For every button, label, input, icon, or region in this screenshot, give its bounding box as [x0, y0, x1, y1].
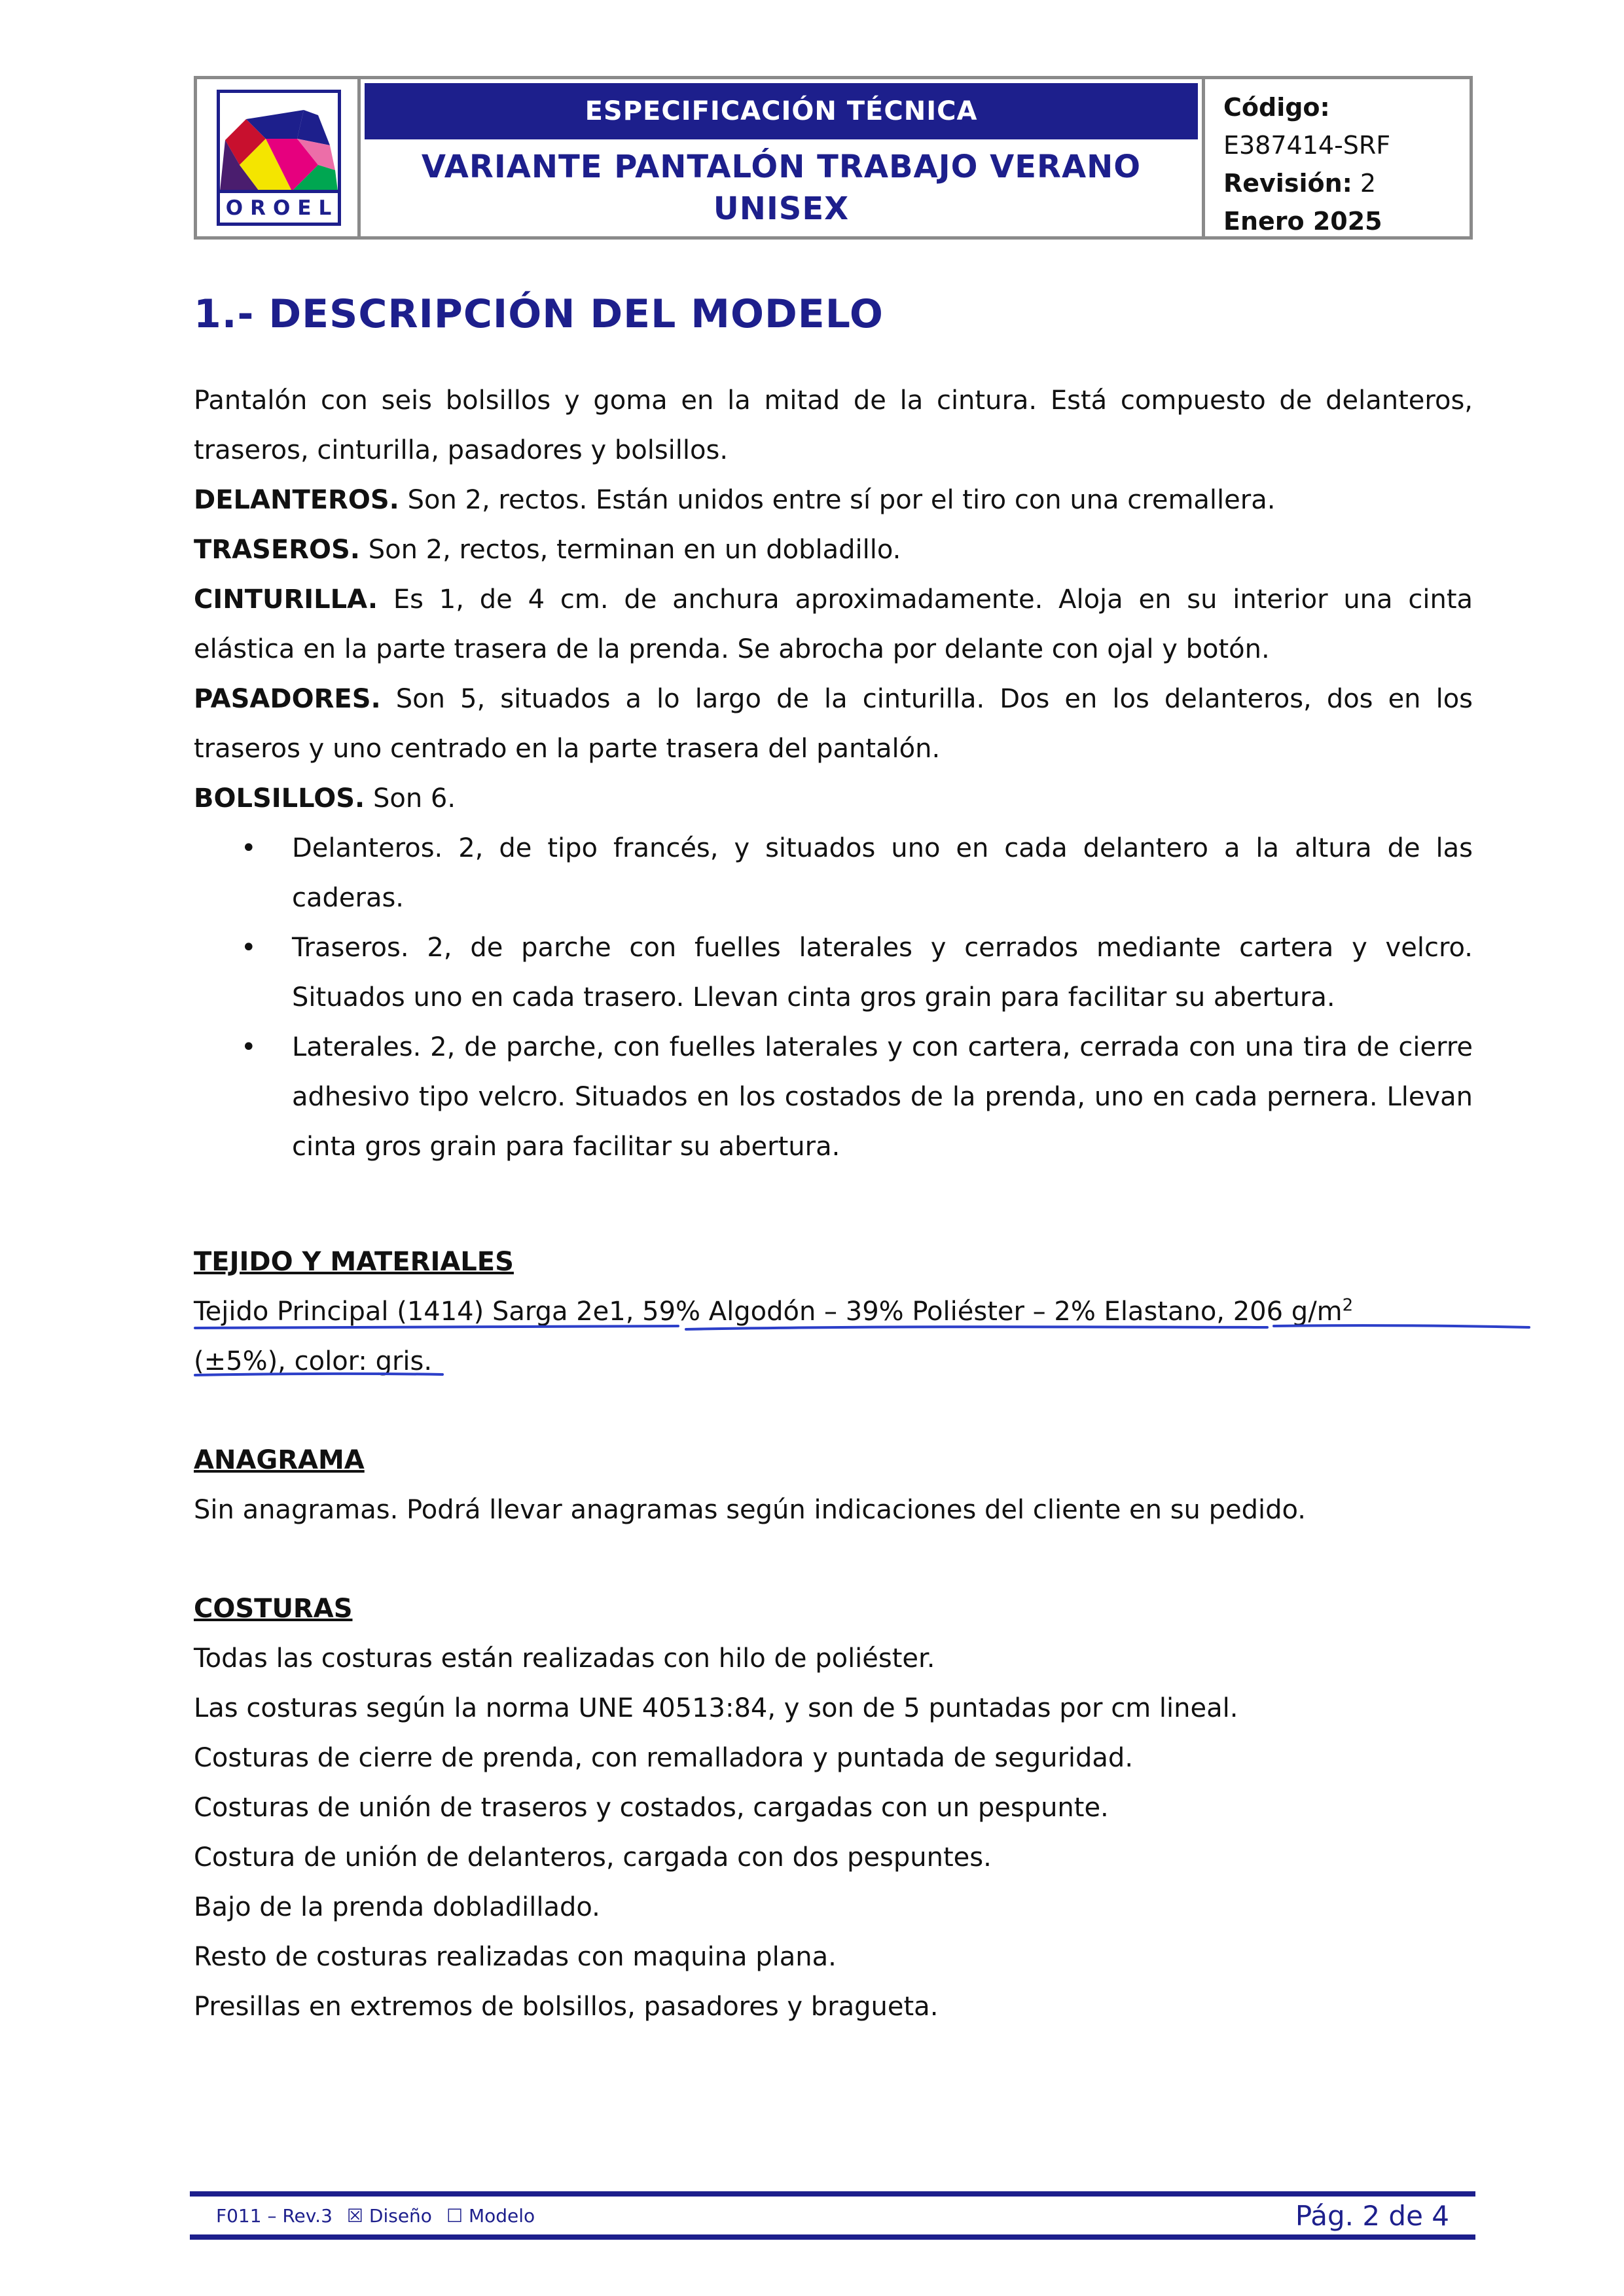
form-code: F011 – Rev.3 — [216, 2204, 333, 2227]
revision-label: Revisión: — [1223, 169, 1352, 198]
part-text: Es 1, de 4 cm. de anchura aproximadamente. Aloja en su interior una cinta elástica en la parte trasera de la prenda. Se abrocha por delante con ojal y botón. — [194, 584, 1473, 664]
document-body — [194, 281, 1473, 2032]
oroel-logo — [217, 90, 341, 226]
materials-block — [194, 1287, 1473, 1386]
list-item — [241, 1022, 1473, 1172]
document-title — [361, 139, 1202, 236]
anagrama-text: Sin anagramas. Podrá llevar anagramas según indicaciones del cliente en su pedido. — [194, 1495, 1307, 1525]
costuras-line: Costuras de cierre de prenda, con remalladora y puntada de seguridad. — [194, 1743, 1134, 1773]
footer-form-info — [190, 2205, 535, 2227]
pocket-text: Delanteros. 2, de tipo francés, y situados uno en cada delantero a la altura de las caderas. — [292, 833, 1473, 913]
part-text: Son 2, rectos. Están unidos entre sí por el tiro con una cremallera. — [407, 485, 1276, 515]
pocket-list — [194, 823, 1473, 1172]
costuras-line: Costura de unión de delanteros, cargada con dos pespuntes. — [194, 1842, 992, 1873]
logo-cell — [197, 79, 361, 236]
pocket-text: Traseros. 2, de parche con fuelles laterales y cerrados mediante cartera y velcro. Situados uno en cada trasero. Llevan cinta gros grain para facilitar su abertura. — [292, 933, 1473, 1013]
section-heading-anagrama: ANAGRAMA — [194, 1445, 365, 1475]
list-item — [241, 923, 1473, 1022]
part-text: Son 6. — [372, 783, 456, 814]
costuras-line: Resto de costuras realizadas con maquina plana. — [194, 1942, 837, 1972]
logo-mountain-icon — [220, 93, 338, 191]
document-header — [194, 76, 1473, 240]
part-delanteros — [194, 475, 1473, 525]
document-title-line2: UNISEX — [713, 190, 850, 227]
materials-text: Tejido Principal (1414) Sarga 2e1, 59% Algodón – 39% Poliéster – 2% Elastano, 206 g/m — [194, 1297, 1343, 1327]
costuras-line: Bajo de la prenda dobladillado. — [194, 1892, 600, 1922]
page-number: Pág. 2 de 4 — [1295, 2199, 1449, 2232]
date: Enero 2025 — [1223, 207, 1382, 236]
model-intro: Pantalón con seis bolsillos y goma en la mitad de la cintura. Está compuesto de delanteros, traseros, cinturilla, pasadores y bolsillos. — [194, 386, 1473, 465]
costuras-line: Presillas en extremos de bolsillos, pasadores y bragueta. — [194, 1992, 939, 2022]
section-heading-costuras: COSTURAS — [194, 1594, 353, 1624]
document-footer — [190, 2191, 1475, 2240]
part-bolsillos — [194, 774, 1473, 823]
header-meta-cell — [1205, 79, 1470, 236]
part-label: CINTURILLA. — [194, 584, 378, 615]
bullet-icon: • — [241, 833, 257, 863]
code-label: Código: — [1223, 93, 1330, 122]
bullet-icon: • — [241, 1032, 257, 1062]
header-band: ESPECIFICACIÓN TÉCNICA — [365, 83, 1198, 139]
code-value: E387414-SRF — [1223, 131, 1391, 160]
document-title-line1: VARIANTE PANTALÓN TRABAJO VERANO — [421, 149, 1142, 185]
pocket-text: Laterales. 2, de parche, con fuelles laterales y con cartera, cerrada con una tira de cierre adhesivo tipo velcro. Situados en los costados de la prenda, uno en cada pernera. Llevan cinta gros grain para facilitar su abertura. — [292, 1032, 1473, 1162]
materials-sup: 2 — [1342, 1295, 1354, 1316]
part-text: Son 2, rectos, terminan en un dobladillo. — [368, 535, 901, 565]
part-text: Son 5, situados a lo largo de la cinturilla. Dos en los delanteros, dos en los traseros y uno centrado en la parte trasera del pantalón. — [194, 684, 1473, 764]
header-title-cell — [361, 79, 1205, 236]
checkbox-design: ☒ Diseño — [346, 2204, 432, 2227]
logo-wordmark: OROEL — [220, 190, 338, 223]
checkbox-model: ☐ Modelo — [446, 2204, 535, 2227]
revision-value: 2 — [1360, 169, 1377, 198]
materials-line2: (±5%), color: gris. — [194, 1346, 433, 1376]
section-heading-description: 1.- DESCRIPCIÓN DEL MODELO — [194, 291, 884, 337]
materials-line1 — [194, 1287, 1473, 1336]
costuras-line: Costuras de unión de traseros y costados, cargadas con un pespunte. — [194, 1793, 1109, 1823]
part-label: TRASEROS. — [194, 535, 360, 565]
section-heading-materials: TEJIDO Y MATERIALES — [194, 1247, 514, 1277]
part-traseros — [194, 525, 1473, 575]
part-pasadores — [194, 674, 1473, 774]
part-cinturilla — [194, 575, 1473, 674]
part-label: BOLSILLOS. — [194, 783, 365, 814]
part-label: PASADORES. — [194, 684, 381, 714]
bullet-icon: • — [241, 933, 257, 963]
list-item — [241, 823, 1473, 923]
part-label: DELANTEROS. — [194, 485, 399, 515]
costuras-line: Todas las costuras están realizadas con hilo de poliéster. — [194, 1643, 935, 1674]
costuras-line: Las costuras según la norma UNE 40513:84, y son de 5 puntadas por cm lineal. — [194, 1693, 1238, 1723]
